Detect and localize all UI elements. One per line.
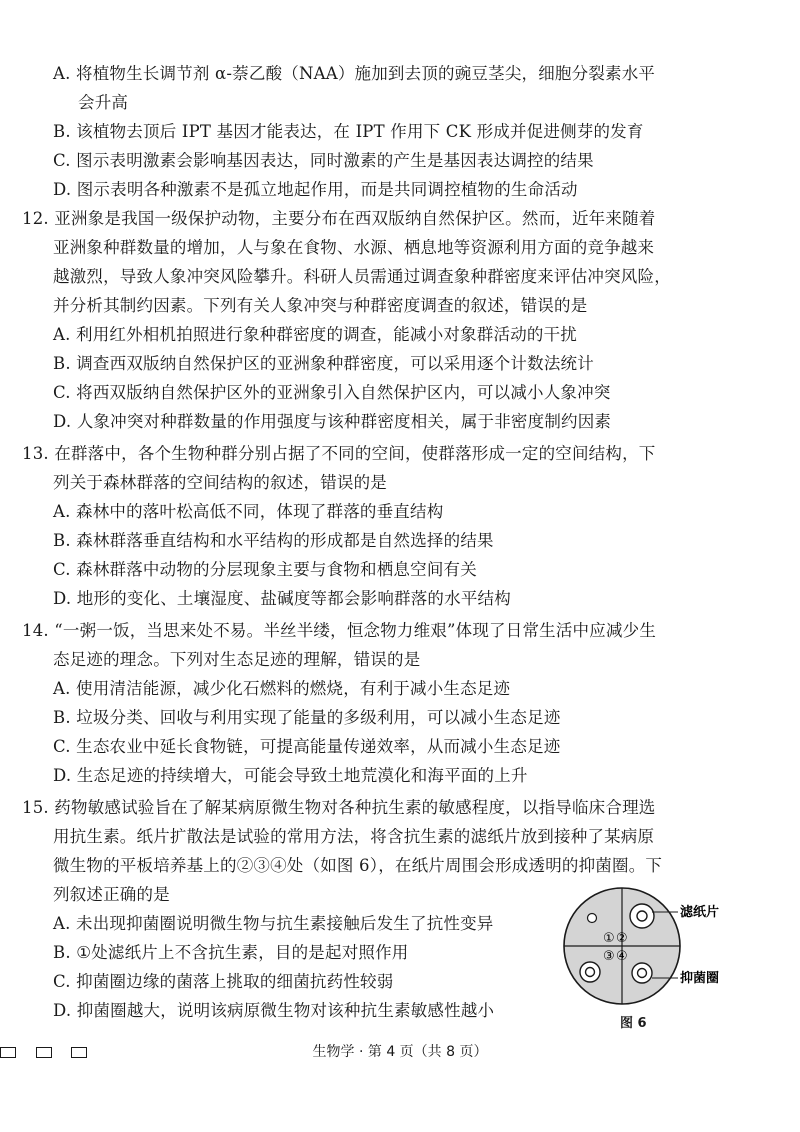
q15-option-b: B. ①处滤纸片上不含抗生素，目的是起对照作用 [53,943,409,962]
q12-option-d: D. 人象冲突对种群数量的作用强度与该种群密度相关，属于非密度制约因素 [53,412,612,431]
q15-option-a: A. 未出现抑菌圈说明微生物与抗生素接触后发生了抗性变异 [53,914,494,933]
q14-option-d: D. 生态足迹的持续增大，可能会导致土地荒漠化和海平面的上升 [53,766,528,785]
filter-disc-4 [638,969,647,978]
figure-6-caption: 图 6 [620,1016,647,1031]
figure-6-petri-dish [552,886,742,1036]
q14-option-a: A. 使用清洁能源，减少化石燃料的燃烧，有利于减小生态足迹 [53,679,511,698]
q15-stem-line-3: 微生物的平板培养基上的②③④处（如图 6），在纸片周围会形成透明的抑菌圈。下 [53,856,663,875]
page-number: 生物学 · 第 4 页（共 8 页） [312,1044,488,1060]
q12-stem-line-4: 并分析其制约因素。下列有关人象冲突与种群密度调查的叙述，错误的是 [53,296,588,315]
q11-option-a-cont: 会升高 [78,93,129,112]
q11-option-c: C. 图示表明激素会影响基因表达，同时激素的产生是基因表达调控的结果 [53,151,594,170]
mark-3: ③ [603,949,615,964]
q12-option-b: B. 调查西双版纳自然保护区的亚洲象种群密度，可以采用逐个计数法统计 [53,354,594,373]
q15-stem-line-4: 列叙述正确的是 [53,885,170,904]
q15-stem-line-2: 用抗生素。纸片扩散法是试验的常用方法，将含抗生素的滤纸片放到接种了某病原 [53,827,655,846]
label-filter-paper: 滤纸片 [680,905,720,920]
q14-option-b: B. 垃圾分类、回收与利用实现了能量的多级利用，可以减小生态足迹 [53,708,561,727]
q12-stem-line-1: 12. 亚洲象是我国一级保护动物，主要分布在西双版纳自然保护区。然而，近年来随着 [22,209,656,228]
q13-stem-line-2: 列关于森林群落的空间结构的叙述，错误的是 [53,473,387,492]
q12-stem-line-2: 亚洲象种群数量的增加，人与象在食物、水源、栖息地等资源利用方面的竞争越来 [53,238,655,257]
q13-option-a: A. 森林中的落叶松高低不同，体现了群落的垂直结构 [53,502,444,521]
filter-disc-1 [588,914,597,923]
page-footer [0,1040,800,1064]
q13-option-b: B. 森林群落垂直结构和水平结构的形成都是自然选择的结果 [53,531,494,550]
q13-stem-line-1: 13. 在群落中，各个生物种群分别占据了不同的空间，使群落形成一定的空间结构，下 [22,444,656,463]
q12-option-c: C. 将西双版纳自然保护区外的亚洲象引入自然保护区内，可以减小人象冲突 [53,383,611,402]
mark-1: ① [603,931,615,946]
mark-4: ④ [616,949,628,964]
q12-stem-line-3: 越激烈，导致人象冲突风险攀升。科研人员需通过调查象种群密度来评估冲突风险， [53,267,671,286]
filter-disc-2 [637,911,647,921]
q13-option-d: D. 地形的变化、土壤湿度、盐碱度等都会影响群落的水平结构 [53,589,511,608]
filter-disc-3 [586,968,595,977]
label-inhibition-zone: 抑菌圈 [680,971,720,986]
q15-option-d: D. 抑菌圈越大，说明该病原微生物对该种抗生素敏感性越小 [53,1001,495,1020]
q13-option-c: C. 森林群落中动物的分层现象主要与食物和栖息空间有关 [53,560,477,579]
q12-option-a: A. 利用红外相机拍照进行象种群密度的调查，能减小对象群活动的干扰 [53,325,578,344]
q14-stem-line-2: 态足迹的理念。下列对生态足迹的理解，错误的是 [53,650,421,669]
q14-option-c: C. 生态农业中延长食物链，可提高能量传递效率，从而减小生态足迹 [53,737,561,756]
q11-option-d: D. 图示表明各种激素不是孤立地起作用，而是共同调控植物的生命活动 [53,180,578,199]
q15-stem-line-1: 15. 药物敏感试验旨在了解某病原微生物对各种抗生素的敏感程度，以指导临床合理选 [22,798,656,817]
q14-stem-line-1: 14. “一粥一饭，当思来处不易。半丝半缕，恒念物力维艰”体现了日常生活中应减少生 [22,621,657,640]
mark-2: ② [616,931,628,946]
q11-option-a: A. 将植物生长调节剂 α-萘乙酸（NAA）施加到去顶的豌豆茎尖，细胞分裂素水平 [53,64,656,83]
q15-option-c: C. 抑菌圈边缘的菌落上挑取的细菌抗药性较弱 [53,972,394,991]
q11-option-b: B. 该植物去顶后 IPT 基因才能表达，在 IPT 作用下 CK 形成并促进侧芽的发育 [53,122,644,141]
